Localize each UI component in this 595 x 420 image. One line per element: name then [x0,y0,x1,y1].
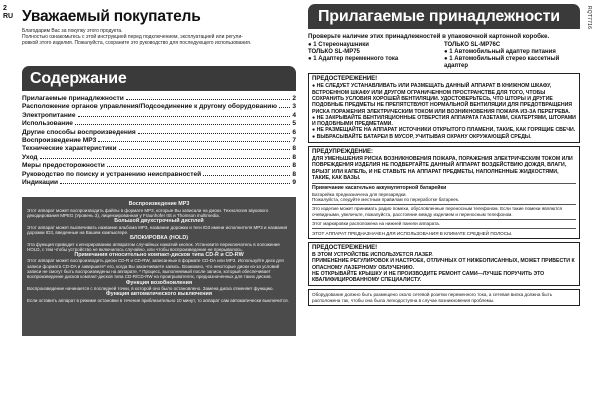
toc-item[interactable]: Прилагаемые принадлежности 2 [22,95,296,102]
toc-list [22,95,296,187]
bullet-icon: ● [444,56,448,62]
left-column [22,8,297,336]
side-code: RQT7716 [586,6,592,30]
toc-item[interactable]: Индикации 9 [22,179,296,187]
feature-title: Функция автоматического выключения [105,291,212,298]
toc-item[interactable]: Воспроизведение MP3 7 [22,137,296,145]
feature-title: Примечания относительно компакт-дисков типа CD-R и CD-RW [74,252,244,259]
toc-item[interactable]: Руководство по поиску и устранению неисправностей 8 [22,170,296,178]
right-column [308,4,580,306]
toc-item[interactable]: Уход 8 [22,153,296,161]
toc-item[interactable]: Технические характеристики 8 [22,145,296,153]
caution-box-laser: ПРЕДОСТЕРЕЖЕНИЕ! В ЭТОМ УСТРОЙСТВЕ ИСПОЛЬЗУЕТСЯ ЛАЗЕР. ПРИМЕНЕНИЕ РЕГУЛИРОВОК И НАСТРОЕК, ОТЛИЧНЫХ ОТ НИЖЕОПИСАННЫХ, МОЖЕТ ПРИВЕСТИ К ОПАСНОМУ ЛАЗЕРНОМУ ОБЛУЧЕНИЮ. НЕ ОТКРЫВАЙТЕ КРЫШКУ И НЕ ПРОИЗВОДИТЕ РЕМОНТ САМИ—ЛУЧШЕ ПОРУЧИТЬ ЭТО КВАЛИФИЦИРОВАННОМУ СПЕЦИАЛИСТУ. [308,242,580,286]
bullet-icon: ● [444,48,448,55]
feature-text: Если оставить аппарат в режиме остановки в течение приблизительно 10 минут, то аппарат сам автоматически выключится. [27,297,289,303]
feature-text: Этот аппарат может воспроизводить диски CD-R и CD-RW, записанные в формате CD-DA или MP3. Используйте диск для записи формата CD-DA и завершите* его, когда Вы заканчиваете запись. Возможно, что некоторые диски из-за условий записи не смогут быть воспроизведены на аппарате. * Процесс, выполняемый после записи, который обеспечивает воспроизведение дисков компакт-дисков типа CD-R/CD-RW на проигрывателях, предназначенных для таких дисков. [27,258,284,280]
feature-text: Этот аппарат может высвечивать название альбома MP3, название дорожки и теги ID3 имени исполнителя MP3 и названия дорожки ID3, введенные на Вашем компьютере. [27,224,288,235]
toc-item[interactable]: Электропитание 4 [22,111,296,119]
toc-banner: Содержание [22,66,296,91]
feature-text: Воспроизведение начинается с последней точки, в которой оно было остановлено. Замена диска отменяет функцию. [27,285,274,291]
warning-box-moisture: ПРЕДУПРЕЖДЕНИЕ: ДЛЯ УМЕНЬШЕНИЯ РИСКА ВОЗНИКНОВЕНИЯ ПОЖАРА, ПОРАЖЕНИЯ ЭЛЕКТРИЧЕСКИМ ТОКОМ ИЛИ ПОВРЕЖДЕНИЯ ИЗДЕЛИЯ НЕ ПОДВЕРГАЙТЕ ДАННЫЙ АППАРАТ ВОЗДЕЙСТВИЮ ДОЖДЯ, ВЛАГИ, БРЫЗГ ИЛИ КАПЕЛЬ, И НЕ СТАВЬТЕ НА АППАРАТ ПРЕДМЕТЫ, НАПОЛНЕННЫЕ ЖИДКОСТЯМИ, ТАКИЕ, КАК ВАЗЫ. Примечание касательно аккумуляторной батарейки Батарейка предназначена для перезарядки. Пожалуйста, следуйте местным правилам по переработке батареек. Это изделие может принимать радио помехи, обусловленные переносным телефоном. Если такие помехи являются очевидными, увеличьте, пожалуйста, расстояние между изделием и переносным телефоном. Этот маркировки расположена на нижней панели аппарата. ЭТОТ АППАРАТ ПРЕДНАЗНАЧЕН ДЛЯ ИСПОЛЬЗОВАНИЯ В КЛИМАТЕ СРЕДНЕЙ ПОЛОСЫ. [308,146,580,239]
accessories-list [308,42,580,71]
power-outlet-note: Оборудование должно быть размещено около сетевой розетки переменного тока, а сетевая вилка должна быть расположена так, чтобы она была легкодоступна в случае возникновения проблемы. [308,289,580,306]
caution-box-ventilation: ПРЕДОСТЕРЕЖЕНИЕ! ● НЕ СЛЕДУЕТ УСТАНАВЛИВАТЬ ИЛИ РАЗМЕЩАТЬ ДАННЫЙ АППАРАТ В КНИЖНОМ ШКАФУ, ВСТРОЕННОМ ШКАФУ ИЛИ ДРУГОМ ОГРАНИЧЕННОМ ПРОСТРАНСТВЕ ДЛЯ ТОГО, ЧТОБЫ СОХРАНИТЬ УСЛОВИЯ ХОРОШЕЙ ВЕНТИЛЯЦИИ. УДОСТОВЕРЬТЕСЬ, ЧТО ШТОРЫ И ДРУГИЕ ПОДОБНЫЕ ПРЕДМЕТЫ НЕ ПРЕПЯТСТВУЮТ НОРМАЛЬНОЙ ВЕНТИЛЯЦИИ ДЛЯ ПРЕДОТВРАЩЕНИЯ РИСКА ПОРАЖЕНИЯ ЭЛЕКТРИЧЕСКИМ ТОКОМ ИЛИ ВОЗНИКНОВЕНИЯ ПОЖАРА ИЗ-ЗА ПЕРЕГРЕВА. ● НЕ ЗАКРЫВАЙТЕ ВЕНТИЛЯЦИОННЫЕ ОТВЕРСТИЯ АППАРАТА ГАЗЕТАМИ, СКАТЕРТЯМИ, ШТОРАМИ И ПОДОБНЫМИ ПРЕДМЕТАМИ. ● НЕ РАЗМЕЩАЙТЕ НА АППАРАТ ИСТОЧНИКИ ОТКРЫТОГО ПЛАМЕНИ, ТАКИЕ, КАК ГОРЯЩИЕ СВЕЧИ. ● ВЫБРАСЫВАЙТЕ БАТАРЕИ В МУСОР, УЧИТЫВАЯ ОХРАНУ ОКРУЖАЮЩЕЙ СРЕДЫ. [308,73,580,143]
feature-title: БЛОКИРОВКА (HOLD) [129,235,189,242]
feature-text: Этот аппарат может воспроизводить файлы в формате MP3, которые Вы записали на диски. Технология звукового декодирования MPEG (Уровень 3), лицензированная у Fraunhofer IIS и Thomson multimedia. [27,207,269,219]
bullet-icon: ● [308,56,312,62]
page-title: Уважаемый покупатель [22,8,201,25]
accessories-col-2: ТОЛЬКО SL-MP76C ● 1 Автомобильный адаптер питания ● 1 Автомобильный стерео кассетный адаптер [444,41,560,70]
feature-text: Эта функция приводит к игнорированию аппаратом случайных нажатий кнопок. Установите переключатель в положение HOLD, с тем чтобы устройство не включилось случайно, или чтобы воспроизведение не прерывалось. [27,241,280,252]
accessories-banner: Прилагаемые принадлежности [308,4,580,29]
feature-title: Большой двухстрочный дисплей [114,218,204,225]
intro-text: Благодарим Вас за покупку этого продукта. Полностью ознакомьтесь с этой инструкцией перед подключением, эксплуатацией или регули- ровкой этого изделия. Пожалуйста, сохраните это руководство для последующего использования. [22,28,252,46]
bullet-icon: ● [308,41,312,48]
features-panel [22,197,296,336]
feature-title: Воспроизведение MP3 [128,201,190,208]
toc-item[interactable]: Использование 5 [22,120,296,128]
accessories-col-1: ● 1 Стереонаушники ТОЛЬКО SL-MP75 ● 1 Адаптер переменного тока [308,41,399,62]
toc-item[interactable]: Меры предосторожности 8 [22,162,296,170]
toc-item[interactable]: Другие способы воспроизведения 6 [22,128,296,136]
accessories-intro: Проверьте наличие этих принадлежностей в упаковочной картонной коробке. [308,33,550,40]
feature-title: Функция возобновления [125,279,193,286]
page-number: 2 RU [3,5,14,20]
toc-item[interactable]: Расположение органов управления/Подсоединение к другому оборудованию 3 [22,103,296,111]
